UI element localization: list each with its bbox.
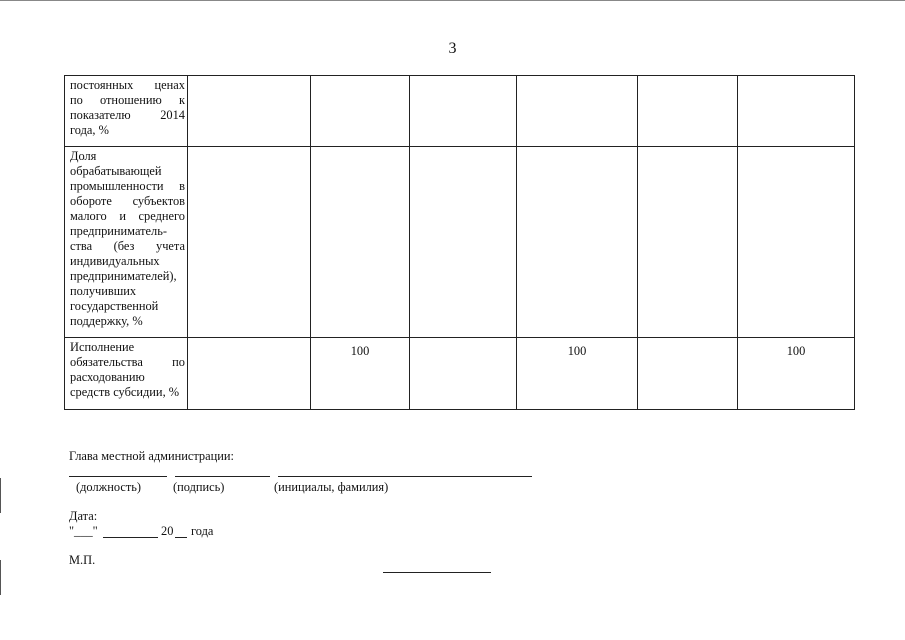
date-year-line	[175, 537, 187, 538]
table-row	[65, 338, 855, 410]
row-label-line: государственной	[70, 299, 159, 313]
bottom-rule	[383, 572, 491, 573]
table-cell	[311, 76, 410, 147]
table-cell: 100	[311, 338, 410, 410]
row-label-line: индивидуальных	[70, 254, 160, 268]
date-month-line	[103, 537, 158, 538]
row-label-line: расходованию	[70, 370, 145, 384]
signature-heading: Глава местной администрации:	[69, 449, 234, 463]
row-label-line: года, %	[70, 123, 109, 137]
signature-line	[175, 476, 270, 477]
name-line	[278, 476, 532, 477]
row-label-line: промышленности в	[70, 179, 185, 193]
date-year-prefix: 20	[161, 524, 174, 538]
table-cell: 100	[738, 338, 855, 410]
table-cell	[638, 76, 738, 147]
table-cell	[738, 76, 855, 147]
row-label-cell	[65, 147, 188, 338]
indicator-table	[64, 75, 855, 410]
table-cell	[188, 147, 311, 338]
date-year-suffix: года	[191, 524, 214, 538]
signature-caption: (подпись)	[173, 480, 225, 494]
row-label-line: показателю 2014	[70, 108, 185, 122]
name-caption: (инициалы, фамилия)	[274, 480, 389, 494]
table-cell	[311, 147, 410, 338]
row-label-line: Доля	[70, 149, 97, 163]
stamp-label: М.П.	[69, 553, 96, 567]
row-label-cell	[65, 76, 188, 147]
page-number: 3	[448, 40, 457, 57]
row-label-line: по отношению к	[70, 93, 185, 107]
table-row	[65, 147, 855, 338]
table-cell	[738, 147, 855, 338]
table-cell	[410, 147, 517, 338]
row-label-line: средств субсидии, %	[70, 385, 180, 399]
left-scan-mark	[0, 478, 1, 513]
table-row	[65, 76, 855, 147]
row-label-line: постоянных ценах	[70, 78, 185, 92]
table-cell	[188, 76, 311, 147]
position-line	[69, 476, 167, 477]
table-cell	[517, 76, 638, 147]
row-label-line: ства (без учета	[70, 239, 185, 253]
row-label-line: обязательства по	[70, 355, 185, 369]
row-label-cell	[65, 338, 188, 410]
table-cell	[410, 338, 517, 410]
row-label-line: получивших	[70, 284, 137, 298]
table-cell	[410, 76, 517, 147]
left-scan-mark	[0, 560, 1, 595]
position-caption: (должность)	[76, 480, 142, 494]
date-day: "___"	[69, 524, 98, 538]
table-cell	[638, 147, 738, 338]
table-cell	[638, 338, 738, 410]
row-label-line: Исполнение	[70, 340, 135, 354]
row-label-line: малого и среднего	[70, 209, 185, 223]
table-cell	[517, 147, 638, 338]
top-page-edge	[0, 0, 905, 1]
table-cell	[188, 338, 311, 410]
row-label-line: поддержку, %	[70, 314, 143, 328]
row-label-line: предпринимателей),	[70, 269, 177, 283]
date-label: Дата:	[69, 509, 98, 523]
row-label-line: предприниматель-	[70, 224, 167, 238]
row-label-line: обрабатывающей	[70, 164, 162, 178]
row-label-line: обороте субъектов	[70, 194, 185, 208]
table-cell: 100	[517, 338, 638, 410]
